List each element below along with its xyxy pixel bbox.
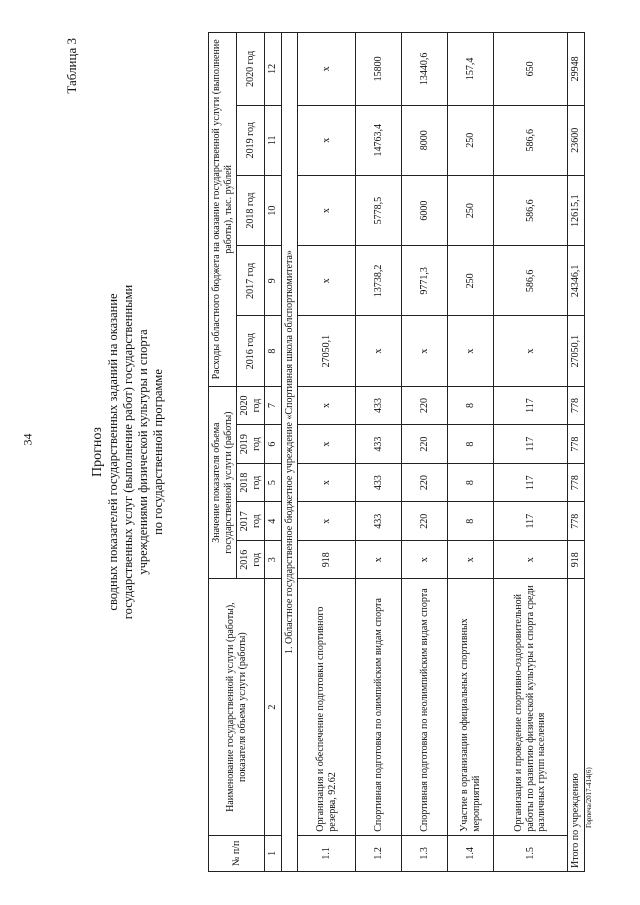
volume-cell: 220 bbox=[402, 386, 448, 425]
heading-line: учреждениями физической культуры и спорта bbox=[136, 329, 150, 575]
budget-cell: 5778,5 bbox=[356, 175, 402, 245]
total-budget-cell: 12615,1 bbox=[568, 175, 585, 245]
volume-cell: 117 bbox=[494, 463, 568, 502]
budget-cell: х bbox=[402, 316, 448, 386]
row-number: 1.3 bbox=[402, 835, 448, 871]
volume-cell: 117 bbox=[494, 502, 568, 541]
volume-cell: 8 bbox=[448, 463, 494, 502]
rotated-page-content bbox=[60, 32, 580, 872]
column-number: 12 bbox=[265, 33, 282, 106]
column-number: 3 bbox=[265, 540, 282, 579]
volume-cell: 220 bbox=[402, 425, 448, 464]
volume-cell: х bbox=[402, 540, 448, 579]
table-row bbox=[494, 33, 568, 872]
budget-cell: 250 bbox=[448, 105, 494, 175]
volume-cell: х bbox=[494, 540, 568, 579]
budget-cell: 9771,3 bbox=[402, 246, 448, 316]
row-service-name: Организация и проведение спортивно-оздоровительной работы по развитию физической культуры и спорта среди различных групп населения bbox=[494, 579, 568, 835]
total-volume-cell: 918 bbox=[568, 540, 585, 579]
total-budget-cell: 29948 bbox=[568, 33, 585, 106]
heading-line: сводных показателей государственных заданий на оказание bbox=[106, 293, 120, 611]
column-number: 11 bbox=[265, 105, 282, 175]
budget-cell: х bbox=[298, 33, 356, 106]
budget-cell: 250 bbox=[448, 175, 494, 245]
section-row bbox=[281, 33, 298, 872]
volume-cell: 8 bbox=[448, 425, 494, 464]
budget-cell: 14763,4 bbox=[356, 105, 402, 175]
total-label: Итого по учреждению bbox=[568, 579, 585, 872]
row-number: 1.4 bbox=[448, 835, 494, 871]
volume-cell: 918 bbox=[298, 540, 356, 579]
budget-cell: х bbox=[298, 246, 356, 316]
budget-cell: 15800 bbox=[356, 33, 402, 106]
volume-cell: 433 bbox=[356, 386, 402, 425]
year-budget: 2020 год bbox=[237, 33, 265, 106]
volume-cell: х bbox=[298, 502, 356, 541]
table-row bbox=[448, 33, 494, 872]
column-number: 9 bbox=[265, 246, 282, 316]
volume-cell: 220 bbox=[402, 463, 448, 502]
header-row bbox=[209, 33, 237, 872]
budget-cell: 13738,2 bbox=[356, 246, 402, 316]
column-number: 2 bbox=[265, 579, 282, 835]
document-code: Горпеча/2017-414(6) bbox=[585, 767, 593, 828]
budget-cell: 586,6 bbox=[494, 175, 568, 245]
row-service-name: Спортивная подготовка по неолимпийским видам спорта bbox=[402, 579, 448, 835]
year-volume: 2020 год bbox=[237, 386, 265, 425]
volume-cell: 433 bbox=[356, 425, 402, 464]
budget-cell: х bbox=[494, 316, 568, 386]
volume-cell: 117 bbox=[494, 386, 568, 425]
total-budget-cell: 24346,1 bbox=[568, 246, 585, 316]
total-budget-cell: 27050,1 bbox=[568, 316, 585, 386]
section-title: 1. Областное государственное бюджетное учреждение «Спортивная школа облспорткомитета» bbox=[281, 33, 298, 872]
total-volume-cell: 778 bbox=[568, 463, 585, 502]
total-volume-cell: 778 bbox=[568, 386, 585, 425]
year-budget: 2019 год bbox=[237, 105, 265, 175]
row-number: 1.1 bbox=[298, 835, 356, 871]
total-volume-cell: 778 bbox=[568, 502, 585, 541]
year-volume: 2017 год bbox=[237, 502, 265, 541]
budget-cell: 250 bbox=[448, 246, 494, 316]
column-number: 6 bbox=[265, 425, 282, 464]
budget-cell: 586,6 bbox=[494, 105, 568, 175]
heading-line: по государственной программе bbox=[151, 369, 165, 535]
volume-cell: 433 bbox=[356, 502, 402, 541]
forecast-table bbox=[208, 32, 585, 872]
budget-cell: 586,6 bbox=[494, 246, 568, 316]
volume-cell: х bbox=[448, 540, 494, 579]
heading-title: Прогноз bbox=[90, 427, 105, 477]
total-volume-cell: 778 bbox=[568, 425, 585, 464]
budget-cell: 650 bbox=[494, 33, 568, 106]
volume-cell: 220 bbox=[402, 502, 448, 541]
year-budget: 2017 год bbox=[237, 246, 265, 316]
table-label: Таблица 3 bbox=[64, 38, 79, 94]
table-row bbox=[298, 33, 356, 872]
volume-cell: 8 bbox=[448, 386, 494, 425]
volume-cell: 117 bbox=[494, 425, 568, 464]
row-number: 1.2 bbox=[356, 835, 402, 871]
budget-cell: х bbox=[298, 175, 356, 245]
budget-cell: 13440,6 bbox=[402, 33, 448, 106]
volume-cell: х bbox=[298, 425, 356, 464]
row-service-name: Спортивная подготовка по олимпийским видам спорта bbox=[356, 579, 402, 835]
column-number: 10 bbox=[265, 175, 282, 245]
budget-cell: 27050,1 bbox=[298, 316, 356, 386]
column-number: 5 bbox=[265, 463, 282, 502]
year-volume: 2018 год bbox=[237, 463, 265, 502]
total-budget-cell: 23600 bbox=[568, 105, 585, 175]
budget-cell: х bbox=[298, 105, 356, 175]
volume-cell: х bbox=[356, 540, 402, 579]
column-number: 8 bbox=[265, 316, 282, 386]
budget-cell: 8000 bbox=[402, 105, 448, 175]
column-number: 7 bbox=[265, 386, 282, 425]
volume-cell: 433 bbox=[356, 463, 402, 502]
year-volume: 2019 год bbox=[237, 425, 265, 464]
column-number: 4 bbox=[265, 502, 282, 541]
budget-cell: х bbox=[448, 316, 494, 386]
header-number: № п/п bbox=[209, 835, 265, 871]
budget-cell: 157,4 bbox=[448, 33, 494, 106]
volume-cell: х bbox=[298, 386, 356, 425]
row-service-name: Организация и обеспечение подготовки спортивного резерва, 92.62 bbox=[298, 579, 356, 835]
volume-cell: 8 bbox=[448, 502, 494, 541]
table-row bbox=[402, 33, 448, 872]
year-budget: 2018 год bbox=[237, 175, 265, 245]
header-volume: Значение показателя объема государственной услуги (работы) bbox=[209, 386, 237, 579]
table-row bbox=[356, 33, 402, 872]
header-budget: Расходы областного бюджета на оказание государственной услуги (выполнение работы), тыс. рублей bbox=[209, 33, 237, 387]
budget-cell: х bbox=[356, 316, 402, 386]
row-number: 1.5 bbox=[494, 835, 568, 871]
volume-cell: х bbox=[298, 463, 356, 502]
total-row bbox=[568, 33, 585, 872]
page-number: 34 bbox=[20, 433, 35, 446]
heading-line: государственных услуг (выполнение работ) государственными bbox=[121, 284, 135, 620]
row-service-name: Участие в организации официальных спортивных мероприятий bbox=[448, 579, 494, 835]
column-number: 1 bbox=[265, 835, 282, 871]
document-heading bbox=[90, 32, 166, 872]
year-budget: 2016 год bbox=[237, 316, 265, 386]
column-number-row bbox=[265, 33, 282, 872]
header-service-name: Наименование государственной услуги (работы), показателя объема услуги (работы) bbox=[209, 579, 265, 835]
budget-cell: 6000 bbox=[402, 175, 448, 245]
year-volume: 2016 год bbox=[237, 540, 265, 579]
